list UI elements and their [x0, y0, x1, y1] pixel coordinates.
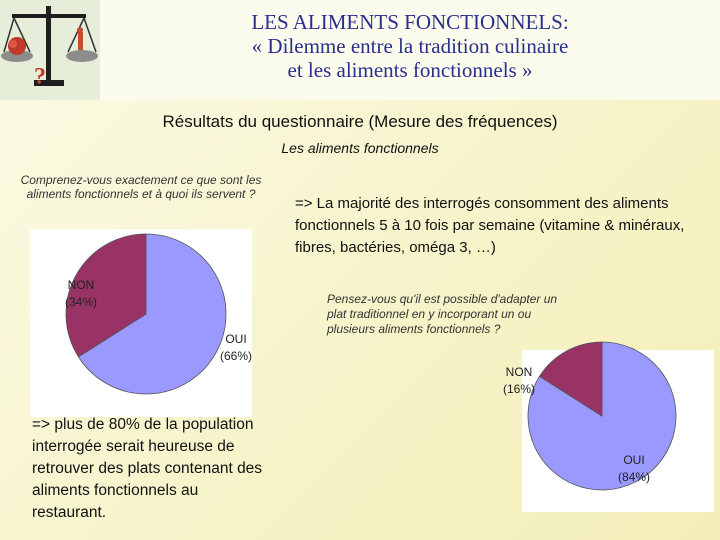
title-line-2: « Dilemme entre la tradition culinaire	[251, 34, 569, 58]
conclusion-2: => La majorité des interrogés consomment des aliments fonctionnels 5 à 10 fois par semaine (vitamine & minéraux, fibres, bactéries, oméga 3, …)	[295, 195, 685, 256]
pie-2-label-oui: OUI (84%)	[617, 453, 651, 484]
pie-chart-2-svg	[522, 350, 714, 512]
logo	[0, 0, 100, 100]
pie-1-label-oui-value: 66	[223, 349, 238, 363]
slide-title	[100, 0, 720, 100]
pie-chart-2	[502, 350, 714, 512]
pie-2-label-non-value: 16	[506, 382, 521, 396]
question-1: Comprenez-vous exactement ce que sont les aliments fonctionnels et à quoi ils servent ?	[20, 173, 262, 201]
pie-1-label-non: NON (34%)	[64, 278, 98, 309]
pie-1-label-oui-text: OUI	[225, 332, 247, 346]
pie-1-slices	[66, 234, 226, 394]
conclusion-1: => plus de 80% de la population interrogée serait heureuse de retrouver des plats contenant des aliments fonctionnels au restaurant.	[32, 416, 263, 521]
subtitle: Résultats du questionnaire (Mesure des fréquences)	[162, 112, 558, 131]
section-title: Les aliments fonctionnels	[281, 140, 439, 156]
pie-2-label-non: NON (16%)	[502, 365, 536, 396]
pie-1-label-non-value: 34	[68, 295, 83, 309]
question-mark: ?	[34, 64, 46, 90]
title-line-1: LES ALIMENTS FONCTIONNELS:	[251, 10, 569, 34]
balance-scale-icon	[0, 0, 100, 100]
pie-1-label-oui: OUI (66%)	[219, 332, 253, 363]
question-2: Pensez-vous qu'il est possible d'adapter un plat traditionnel en y incorporant un ou plusieurs aliments fonctionnels ?	[327, 292, 558, 336]
pie-chart-1-svg	[30, 229, 252, 417]
pie-2-label-non-text: NON	[505, 365, 533, 379]
pie-chart-1	[30, 229, 252, 417]
pie-1-label-non-text: NON	[67, 278, 95, 292]
pie-2-label-oui-value: 84	[621, 470, 636, 484]
title-line-3: et les aliments fonctionnels »	[287, 58, 533, 82]
pie-2-label-oui-text: OUI	[623, 453, 645, 467]
